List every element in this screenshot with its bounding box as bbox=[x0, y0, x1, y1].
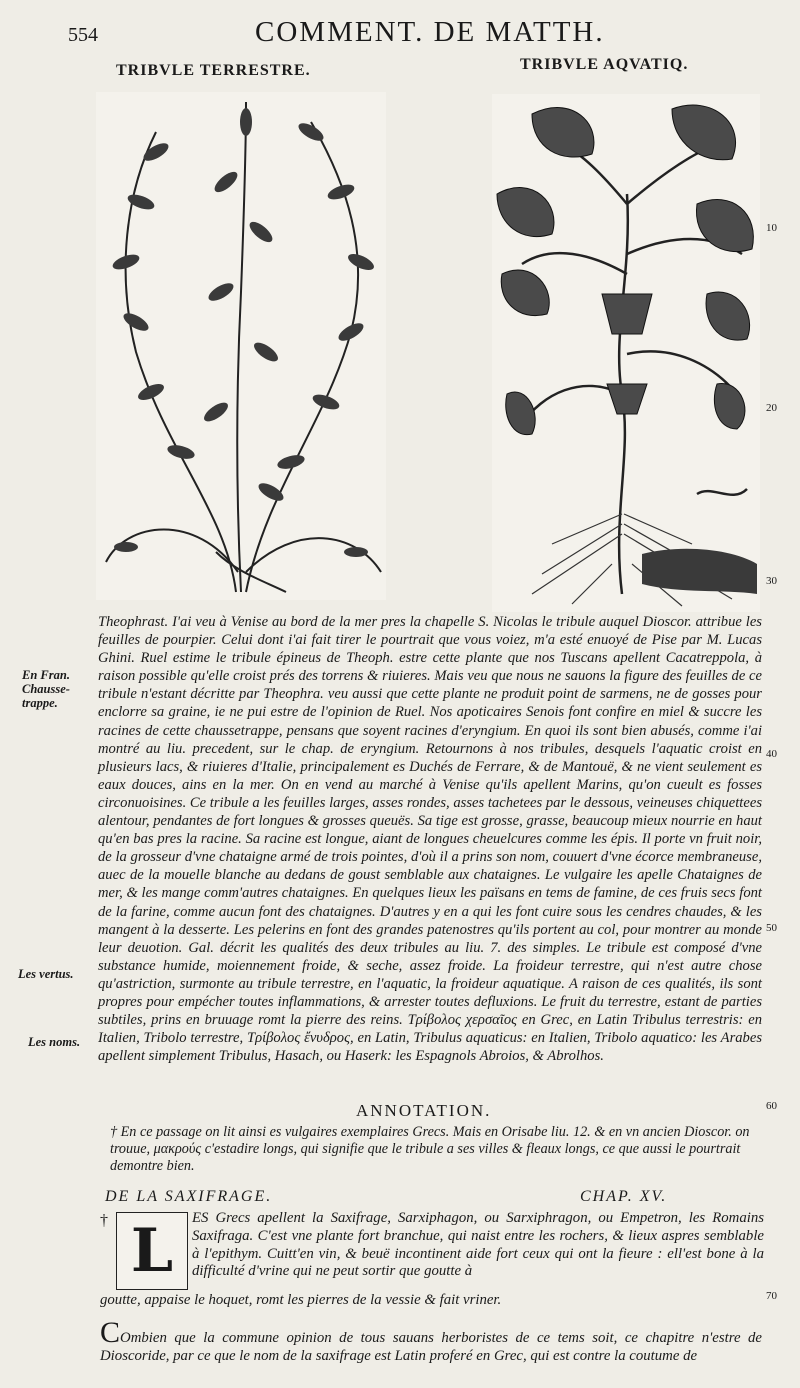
woodcut-tribule-aquatique bbox=[492, 94, 760, 612]
line-number: 40 bbox=[766, 748, 777, 760]
margin-note-noms: Les noms. bbox=[28, 1035, 81, 1049]
running-head: COMMENT. DE MATTH. bbox=[255, 16, 605, 48]
body-paragraph: Theophrast. I'ai veu à Venise au bord de la mer pres la chapelle S. Nicolas le tribule auquel Dioscor. attribue les feuilles de pourpier. Celui dont i'ai fait tirer le pourtrait que vous voiez, m'a esté enuoyé de Pise par M. Lucas Ghini. Ruel estime le tribule épineus de Theoph. estre cette plante que nos Tuscans apellent Cacatreppola, à raison possible qu'elle croist prés des torrens & riuieres. Mais veu que nous ne sauons la figure des feuilles de ce tribule n'estant décritte par Theophra. veu aussi que cette plante ne produit point de sarmens, ne de gosses pour enclorre sa graine, ie ne pui estre de l'opinion de Ruel. Nos apoticaires Senois font confire en miel & succre les racines de cette chaussetrappe, pensans que soyent racines d'eryngium. En quoi ils sont bien abusés, comme i'ai montré au liu. precedent, sur le chap. de eryngium. Retournons à nos tribules, desquels l'aquatic croist en plusieurs lacs, & riuieres d'Italie, principalement es Duchés de Ferrare, & de Mantouë, & ne vient seulement es eaux douces, ains en la mer. On en vend au marché à Venise qu'ils apellent Marins, qu'on cueult es fosses circonuoisines. Ce tribule a les feuilles larges, asses rondes, asses tachetees par le dessous, veineuses chiquettees alentour, pendantes de fort longues & grosses queuës. Sa tige est grosse, grasse, beaucoup mieux nourrie en haut qu'en bas pres la racine. Sa racine est longue, aiant de longues cheuelcures comme les épis. Il porte vn fruit noir, de la grosseur d'vne chataigne armé de trois pointes, d'où il a prins son nom, couuert d'vne écorce membraneuse, auec de la mouelle blanche au dedans de goust semblable aux chataignes. Le vulgaire les apelle Chataignes de mer, & les mange comm'autres chataignes. En quelques lieux les païsans en tems de famine, de ces fruis secs font de la farine, comme aucun font des chataignes. D'autres y en a qui les font cuire sous les cendres chaudes, & les mangent à la desserte. Les pelerins en font des grandes patenostres qu'ils portent au col, pour montrer au monde leur deuotion. Gal. décrit les qualités des deux tribules au liu. 7. des simples. Le tribule est composé d'vne substance humide, moiennement froide, & seche, assez froide. La froideur terrestre, qui n'est autre chose qu'astriction, surmonte au tribule terrestre, en l'aquatic, la froideur aquatique. A raison de ces qualités, ils sont propres pour empécher toutes inflammations, & arrester toutes defluxions. Le fruit du terrestre, estant de parties subtiles, prins en bruuage romt la pierre des reins. Τρίβολος χερσαῖος en Grec, en Latin Tribulus terrestris: en Italien, Tribolo terrestre, Τρίβολος ἔνυδρος, en Latin, Tribulus aquaticus: en Italien, Tribolo aquatico: les Arabes apellent simplement Tribulus, Hasach, ou Haserk: les Espagnols Abroios, & Abrolhos. bbox=[98, 614, 762, 1065]
annotation-text: † En ce passage on lit ainsi es vulgaires exemplaires Grecs. Mais en Orisabe liu. 12. & en vn ancien Dioscor. on trouue, μακρούς c'estadire longs, qui signifie que le tribule a ses villes & fleaux longs, ce que aussi le pourtrait demontre bien. bbox=[110, 1124, 750, 1174]
line-number: 60 bbox=[766, 1100, 777, 1112]
saxifrage-paragraph-1: ES Grecs apellent la Saxifrage, Sarxiphagon, ou Sarxiphragon, ou Empetron, les Romains Saxifraga. C'est vne plante fort branchue, qui naist entre les rochers, & lieux aspres semblable à l'epithym. Cuitt'en vin, & beuë incontinent aide fort ceux qui ont la fieure : ell'est bone à la difficulté d'vrine qui ne peut sortir que goutte à bbox=[192, 1210, 764, 1280]
line-number: 20 bbox=[766, 402, 777, 414]
section-title: DE LA SAXIFRAGE. bbox=[105, 1188, 273, 1205]
figure-caption-right: TRIBVLE AQVATIQ. bbox=[520, 56, 689, 73]
saxifrage-paragraph-2 bbox=[100, 1316, 762, 1366]
tribule-terrestre-illustration bbox=[96, 92, 386, 600]
annotation-heading: ANNOTATION. bbox=[356, 1101, 492, 1120]
tribule-aquatique-illustration bbox=[492, 94, 760, 612]
line-number: 30 bbox=[766, 575, 777, 587]
line-number: 10 bbox=[766, 222, 777, 234]
woodcut-tribule-terrestre bbox=[96, 92, 386, 600]
initial-capital: C bbox=[100, 1316, 121, 1349]
chapter-number: CHAP. XV. bbox=[580, 1188, 668, 1205]
line-number: 70 bbox=[766, 1290, 777, 1302]
dagger-mark: † bbox=[100, 1212, 108, 1229]
margin-note-chaussetrappe: En Fran. Chausse-trappe. bbox=[22, 668, 70, 710]
paragraph-2-text: Ombien que la commune opinion de tous sauans herboristes de ce tems soit, ce chapitre n'estre de Dioscoride, par ce que le nom de la saxifrage est Latin proferé en Grec, qui est contre la coutume de bbox=[100, 1330, 762, 1364]
drop-capital: L bbox=[116, 1212, 188, 1290]
line-number: 50 bbox=[766, 922, 777, 934]
margin-note-vertus: Les vertus. bbox=[18, 967, 74, 981]
saxifrage-paragraph-1-end: goutte, appaise le hoquet, romt les pierres de la vessie & fait vriner. bbox=[100, 1292, 502, 1308]
figure-caption-left: TRIBVLE TERRESTRE. bbox=[116, 62, 311, 79]
page-number: 554 bbox=[68, 24, 98, 46]
main-body-text bbox=[98, 613, 762, 1065]
